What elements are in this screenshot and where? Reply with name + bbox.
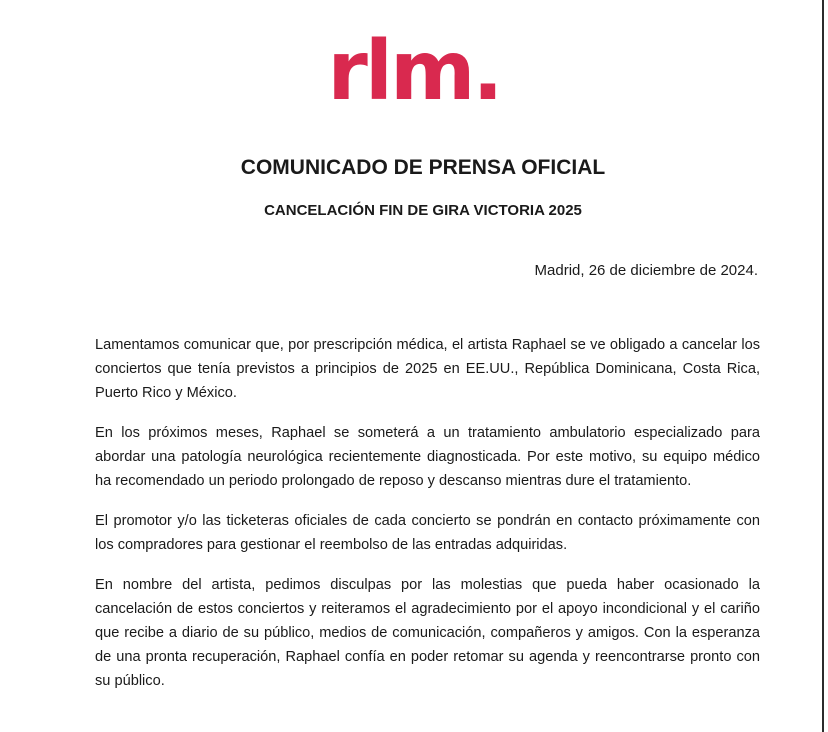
paragraph-1: Lamentamos comunicar que, por prescripción médica, el artista Raphael se ve obligado a cancelar los conciertos que tenía previstos a principios de 2025 en EE.UU., República Dominicana, Costa Rica, Puerto Rico y México. <box>95 337 760 401</box>
press-release-body <box>95 333 760 709</box>
press-release-subtitle: CANCELACIÓN FIN DE GIRA VICTORIA 2025 <box>264 202 582 219</box>
paragraph-4: En nombre del artista, pedimos disculpas por las molestias que pueda haber ocasionado la cancelación de estos conciertos y reiteramos el agradecimiento por el apoyo incondicional y el cariño que recibe a diario de su público, medios de comunicación, compañeros y amigos. Con la esperanza de una pronta recuperación, Raphael confía en poder retomar su agenda y reencontrarse pronto con su público. <box>95 577 760 689</box>
date-line: Madrid, 26 de diciembre de 2024. <box>534 262 758 279</box>
rlm-logo: rlm. <box>327 24 501 119</box>
paragraph-2: En los próximos meses, Raphael se someterá a un tratamiento ambulatorio especializado para abordar una patología neurológica recientemente diagnosticada. Por este motivo, su equipo médico ha recomendado un periodo prolongado de reposo y descanso mientras dure el tratamiento. <box>95 425 760 489</box>
paragraph-3: El promotor y/o las ticketeras oficiales de cada concierto se pondrán en contacto próximamente con los compradores para gestionar el reembolso de las entradas adquiridas. <box>95 513 760 553</box>
press-release-title: COMUNICADO DE PRENSA OFICIAL <box>240 156 606 179</box>
